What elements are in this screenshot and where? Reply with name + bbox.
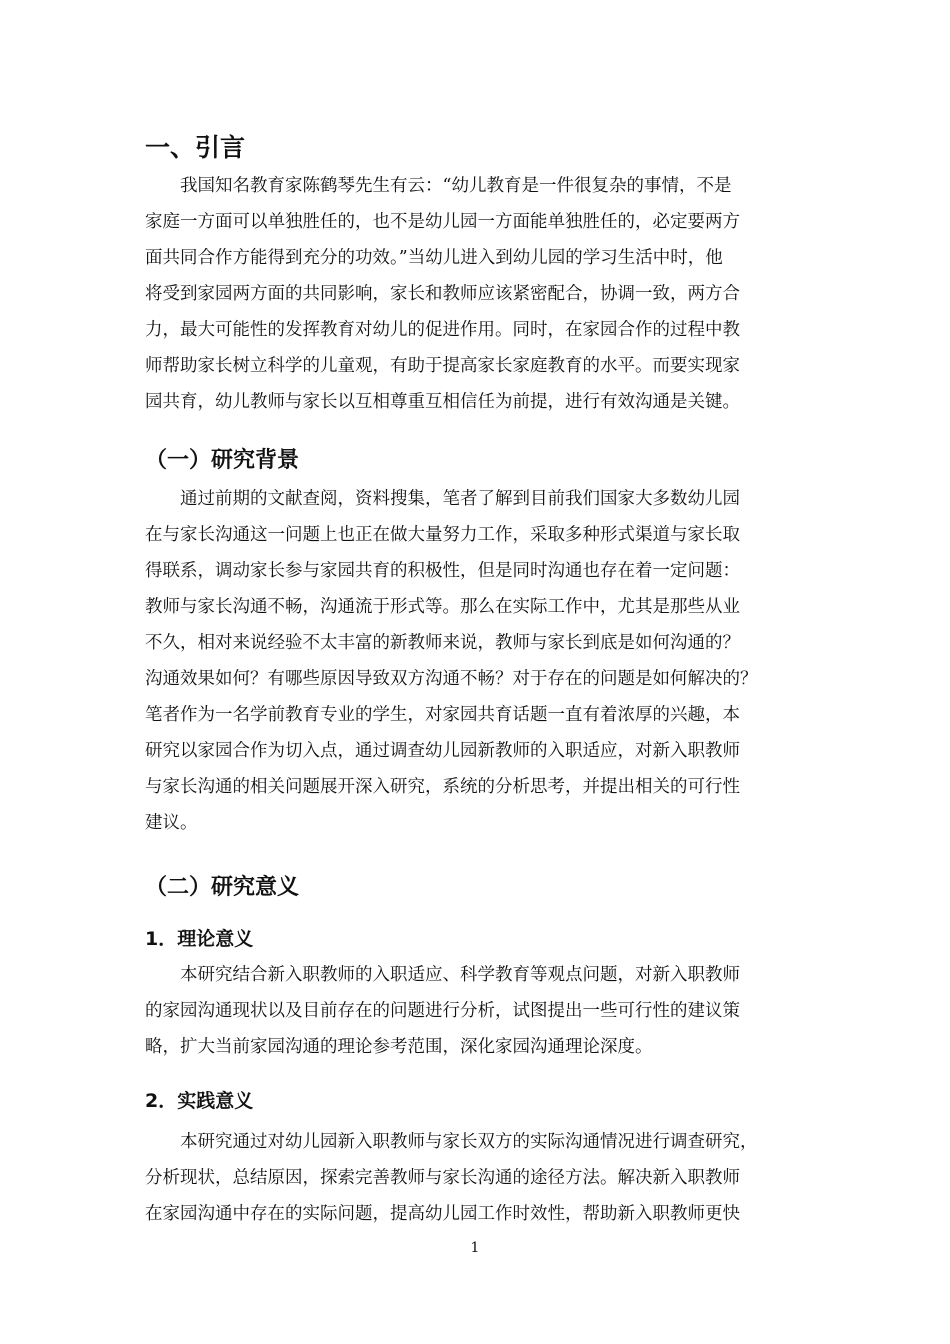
text-line: 不久，相对来说经验不太丰富的新教师来说，教师与家长到底是如何沟通的？ (145, 633, 740, 653)
text-line: 我国知名教育家陈鹤琴先生有云：“幼儿教育是一件很复杂的事情，不是 (180, 176, 732, 196)
heading-practical-significance: 2．实践意义 (145, 1090, 254, 1112)
paragraph-research-background (145, 481, 823, 841)
heading-theoretical-significance: 1．理论意义 (145, 928, 254, 950)
text-line: 建议。 (145, 813, 198, 833)
text-line: 沟通效果如何？有哪些原因导致双方沟通不畅？对于存在的问题是如何解决的？ (145, 669, 758, 689)
paragraph-theoretical-significance (145, 957, 823, 1065)
text-line: 本研究通过对幼儿园新入职教师与家长双方的实际沟通情况进行调查研究， (180, 1132, 758, 1152)
paragraph-introduction (145, 168, 823, 420)
heading-research-significance: （二）研究意义 (145, 875, 300, 900)
page-number: 1 (470, 1240, 480, 1256)
paragraph-practical-significance (145, 1124, 823, 1232)
heading-research-background: （一）研究背景 (145, 448, 300, 473)
text-line: 的家园沟通现状以及目前存在的问题进行分析，试图提出一些可行性的建议策 (145, 1001, 740, 1021)
text-line: 教师与家长沟通不畅，沟通流于形式等。那么在实际工作中，尤其是那些从业 (145, 597, 740, 617)
text-line: 面共同合作方能得到充分的功效。”当幼儿进入到幼儿园的学习生活中时，他 (145, 248, 723, 268)
text-line: 在与家长沟通这一问题上也正在做大量努力工作，采取多种形式渠道与家长取 (145, 525, 740, 545)
text-line: 将受到家园两方面的共同影响，家长和教师应该紧密配合，协调一致，两方合 (145, 284, 740, 304)
text-line: 本研究结合新入职教师的入职适应、科学教育等观点问题，对新入职教师 (180, 965, 740, 985)
text-line: 师帮助家长树立科学的儿童观，有助于提高家长家庭教育的水平。而要实现家 (145, 356, 740, 376)
text-line: 略，扩大当前家园沟通的理论参考范围，深化家园沟通理论深度。 (145, 1037, 653, 1057)
text-line: 分析现状，总结原因，探索完善教师与家长沟通的途径方法。解决新入职教师 (145, 1168, 740, 1188)
heading-introduction: 一、引言 (145, 133, 246, 162)
text-line: 与家长沟通的相关问题展开深入研究，系统的分析思考，并提出相关的可行性 (145, 777, 740, 797)
text-line: 笔者作为一名学前教育专业的学生，对家园共育话题一直有着浓厚的兴趣，本 (145, 705, 740, 725)
text-line: 研究以家园合作为切入点，通过调查幼儿园新教师的入职适应，对新入职教师 (145, 741, 740, 761)
text-line: 园共育，幼儿教师与家长以互相尊重互相信任为前提，进行有效沟通是关键。 (145, 392, 740, 412)
text-line: 力，最大可能性的发挥教育对幼儿的促进作用。同时，在家园合作的过程中教 (145, 320, 740, 340)
text-line: 在家园沟通中存在的实际问题，提高幼儿园工作时效性，帮助新入职教师更快 (145, 1204, 740, 1224)
text-line: 通过前期的文献查阅，资料搜集，笔者了解到目前我们国家大多数幼儿园 (180, 489, 740, 509)
text-line: 家庭一方面可以单独胜任的，也不是幼儿园一方面能单独胜任的，必定要两方 (145, 212, 740, 232)
text-line: 得联系，调动家长参与家园共育的积极性，但是同时沟通也存在着一定问题： (145, 561, 740, 581)
